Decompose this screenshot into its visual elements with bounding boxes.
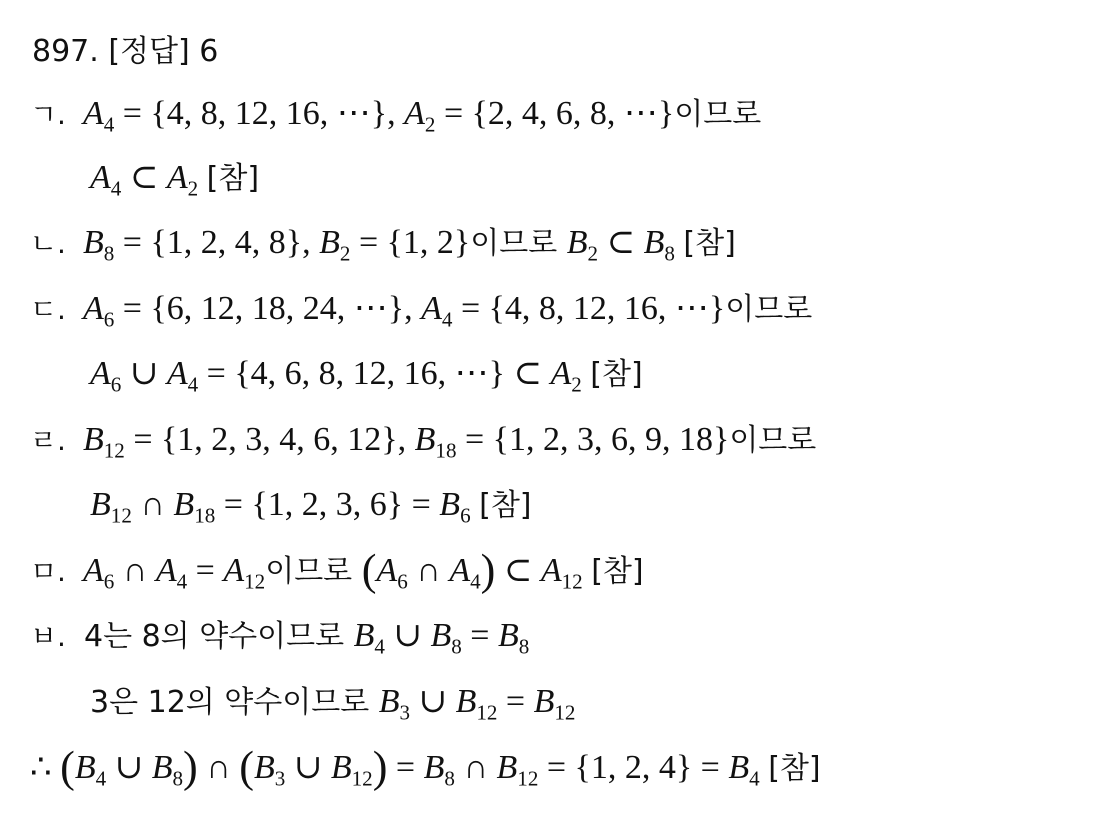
math-expression: $A_4 = \{4$, 8, 12, 16, ⋯}, $A_2 = \{2$, 4, 6, 8, ⋯} [82, 95, 675, 137]
item-rieul-line-2: $B_{12}$ ∩ $B_{18} = \{1$, 2, 3, $6\} = B_6$ [참] [90, 486, 532, 528]
item-bieup-line-2: 3은 12의 약수이므로 $B_3$ ∪ $B_{12} = B_{12}$ [90, 683, 576, 725]
item-rieul-line-1: ㄹ. $B_{12} = \{1$, 2, 3, 4, 6, 12}, $B_{18} = \{1$, 2, 3, 6, 9, 18}이므로 [30, 421, 817, 463]
item-marker: ㅂ. [30, 620, 66, 653]
item-marker: ㄷ. [30, 293, 66, 326]
item-mieum-line-1: ㅁ. $A_6$ ∩ $A_4 = A_{12}$이므로 ($A_6$ ∩ $A_4$) ⊂ $A_{12}$ [참] [30, 545, 644, 595]
item-bieup-line-1: ㅂ. 4는 8의 약수이므로 $B_4$ ∪ $B_8 = B_8$ [30, 617, 530, 659]
item-digeut-line-2: $A_6$ ∪ $A_4 = \{4$, 6, 8, 12, 16, ⋯} ⊂ $A_2$ [참] [90, 355, 643, 397]
conclusion-line: ∴ ($B_4$ ∪ $B_8$) ∩ ($B_3$ ∪ $B_{12}) = B_8$ ∩ $B_{12} = \{1$, 2, $4\} = B_4$ [참] [30, 742, 821, 792]
item-nieun-line-1: ㄴ. $B_8 = \{1$, 2, 4, 8}, $B_2 = \{1$, 2}이므로 $B_2$ ⊂ $B_8$ [참] [30, 224, 736, 266]
answer-title: 897. [정답] 6 [32, 34, 219, 69]
item-giyeok-line-2: $A_4$ ⊂ $A_2$ [참] [90, 159, 260, 201]
item-giyeok-line-1: ㄱ. $A_4 = \{4$, 8, 12, 16, ⋯}, $A_2 = \{2$, 4, 6, 8, ⋯}이므로 [30, 95, 762, 137]
item-marker: ㄱ. [30, 98, 66, 131]
item-marker: ㅁ. [30, 555, 66, 588]
item-marker: ㄹ. [30, 424, 66, 457]
item-marker: ㄴ. [30, 227, 66, 260]
item-digeut-line-1: ㄷ. $A_6 = \{6$, 12, 18, 24, ⋯}, $A_4 = \{4$, 8, 12, 16, ⋯}이므로 [30, 290, 813, 332]
